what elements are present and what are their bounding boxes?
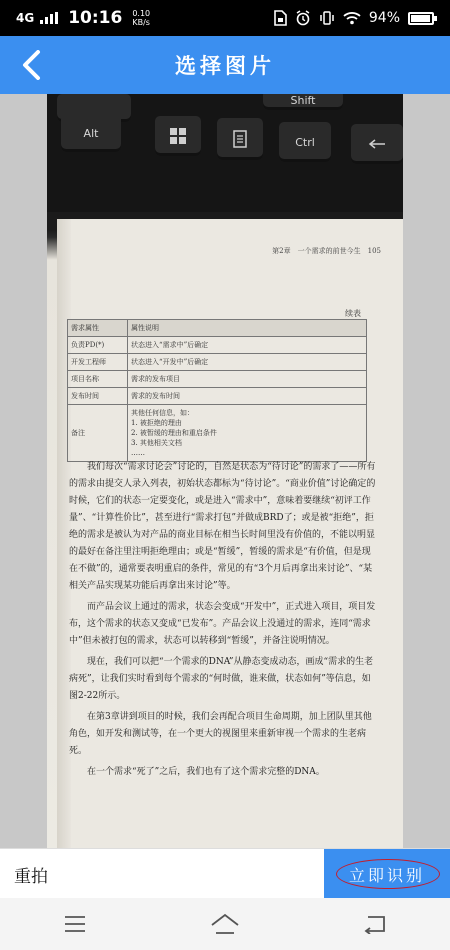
recognize-button[interactable]: [324, 849, 450, 899]
windows-key: [155, 116, 201, 156]
remark-line: ……: [131, 449, 145, 457]
battery-percent: 94%: [368, 10, 400, 26]
table-row: [68, 354, 367, 371]
page-header: 第2章 一个需求的前世今生 105: [272, 247, 381, 255]
nav-menu-button[interactable]: [45, 904, 105, 944]
photo-preview-area: [0, 94, 450, 848]
arrow-key: [351, 124, 403, 164]
body-paragraph: 现在，我们可以把“一个需求的DNA”从静态变成动态，画成“需求的生老病死”，让我们实时看到每个需求的“何时做，谁来做，状态如何”等信息，如图2-22所示。: [69, 657, 374, 701]
table-cell-description: 需求的发布时间: [128, 388, 367, 405]
remark-line: 3. 其他相关文档: [131, 439, 182, 447]
system-nav-bar: [0, 898, 450, 950]
body-paragraph: 在一个需求“死了”之后，我们也有了这个需求完整的DNA。: [87, 767, 325, 777]
table-cell-description: 状态进入“开发中”后确定: [128, 354, 367, 371]
table-row: [68, 320, 367, 337]
table-cell-attribute: 备注: [68, 405, 128, 462]
recognize-label: 立即识别: [348, 865, 425, 885]
action-bar: [0, 848, 450, 898]
remark-line: 2. 被暂缓的理由和重启条件: [131, 429, 217, 437]
table-row: [68, 337, 367, 354]
sim-card-icon: [273, 10, 287, 26]
table-cell-attribute: 项目名称: [68, 371, 128, 388]
windows-logo-icon: [169, 127, 187, 145]
speed-unit: KB/s: [132, 18, 150, 27]
menu-key: [217, 118, 263, 160]
book-page: [57, 219, 403, 848]
alt-key: Alt: [61, 114, 121, 152]
requirement-attribute-table: [67, 319, 367, 462]
page-title: 选择图片: [175, 54, 275, 78]
table-cell-attribute: 负责PD(*): [68, 337, 128, 354]
battery-level: [411, 15, 430, 22]
wifi-icon: [343, 11, 361, 25]
menu-icon: [63, 915, 87, 933]
vibrate-icon: [319, 10, 335, 26]
table-cell-description: 需求的发布项目: [128, 371, 367, 388]
captured-photo: [47, 94, 403, 848]
table-cell-description: 状态进入“需求中”后确定: [128, 337, 367, 354]
alarm-icon: [295, 10, 311, 26]
battery-icon: [408, 12, 434, 25]
table-cell-attribute: 需求属性: [68, 320, 128, 337]
chevron-left-icon: [21, 50, 41, 80]
retake-button[interactable]: 重拍: [14, 866, 48, 887]
keyboard-in-photo: [47, 94, 403, 212]
signal-icon: [40, 12, 58, 24]
table-row: [68, 371, 367, 388]
page-body-text: [69, 459, 377, 785]
table-cell-attribute: 发布时间: [68, 388, 128, 405]
network-indicator: 4G: [16, 11, 35, 25]
speed-value: 0.10: [132, 9, 151, 18]
network-speed: [132, 9, 150, 27]
table-row-remark: [68, 405, 367, 462]
table-cell-attribute: 开发工程师: [68, 354, 128, 371]
body-paragraph: 在第3章讲到项目的时候，我们会再配合项目生命周期，加上团队里其他角色，如开发和测试等，在一个更大的视图里来重新审视一个需求的生老病死。: [69, 712, 372, 756]
table-row: [68, 388, 367, 405]
return-icon: [362, 914, 388, 934]
continued-label: 续表: [345, 309, 361, 318]
home-icon: [210, 913, 240, 935]
status-bar: [0, 0, 450, 36]
arrow-left-icon: [368, 139, 386, 149]
back-button[interactable]: [16, 44, 46, 86]
nav-home-button[interactable]: [195, 904, 255, 944]
menu-key-icon: [232, 130, 248, 148]
nav-back-button[interactable]: [345, 904, 405, 944]
table-cell-remark-lines: [128, 405, 367, 462]
app-bar: [0, 36, 450, 94]
shift-key: Shift: [263, 94, 343, 110]
body-paragraph: 我们每次“需求讨论会”讨论的，自然是状态为“待讨论”的需求了——所有的需求由提交人录入列表，初始状态都标为“待讨论”。“商业价值”讨论确定的时候，它们的状态一定要变化，或是进入“需求中”，意味着要继续“初评工作量”、“计算性价比”，甚至进行“需求打包”并做成BRD了；或是被“拒绝”，拒绝的需求是被认为对产品的商业目标在相当长时间里没有价值的，不能以明显的最好在备注里注明拒绝理由；或是“暂缓”，暂缓的需求是“有价值，但是现在不做”的，通常要表明重启的条件，常见的有“3个月后再拿出来讨论”、“某相关产品实现某功能后再拿出来讨论”等。: [69, 462, 376, 591]
clock-time: 10:16: [68, 8, 123, 28]
body-paragraph: 而产品会议上通过的需求，状态会变成“开发中”，正式进入项目，项目发布，这个需求的状态又变成“已发布”。产品会议上没通过的需求，连同“需求中”但未被打包的需求，状态可以转移到“暂缓”，并备注说明情况。: [69, 602, 376, 646]
ctrl-key: Ctrl: [279, 122, 331, 162]
highlight-ring: [336, 859, 440, 889]
table-cell-description: 属性说明: [128, 320, 367, 337]
remark-line: 其他任何信息，如：: [131, 409, 194, 417]
remark-line: 1. 被拒绝的理由: [131, 419, 182, 427]
